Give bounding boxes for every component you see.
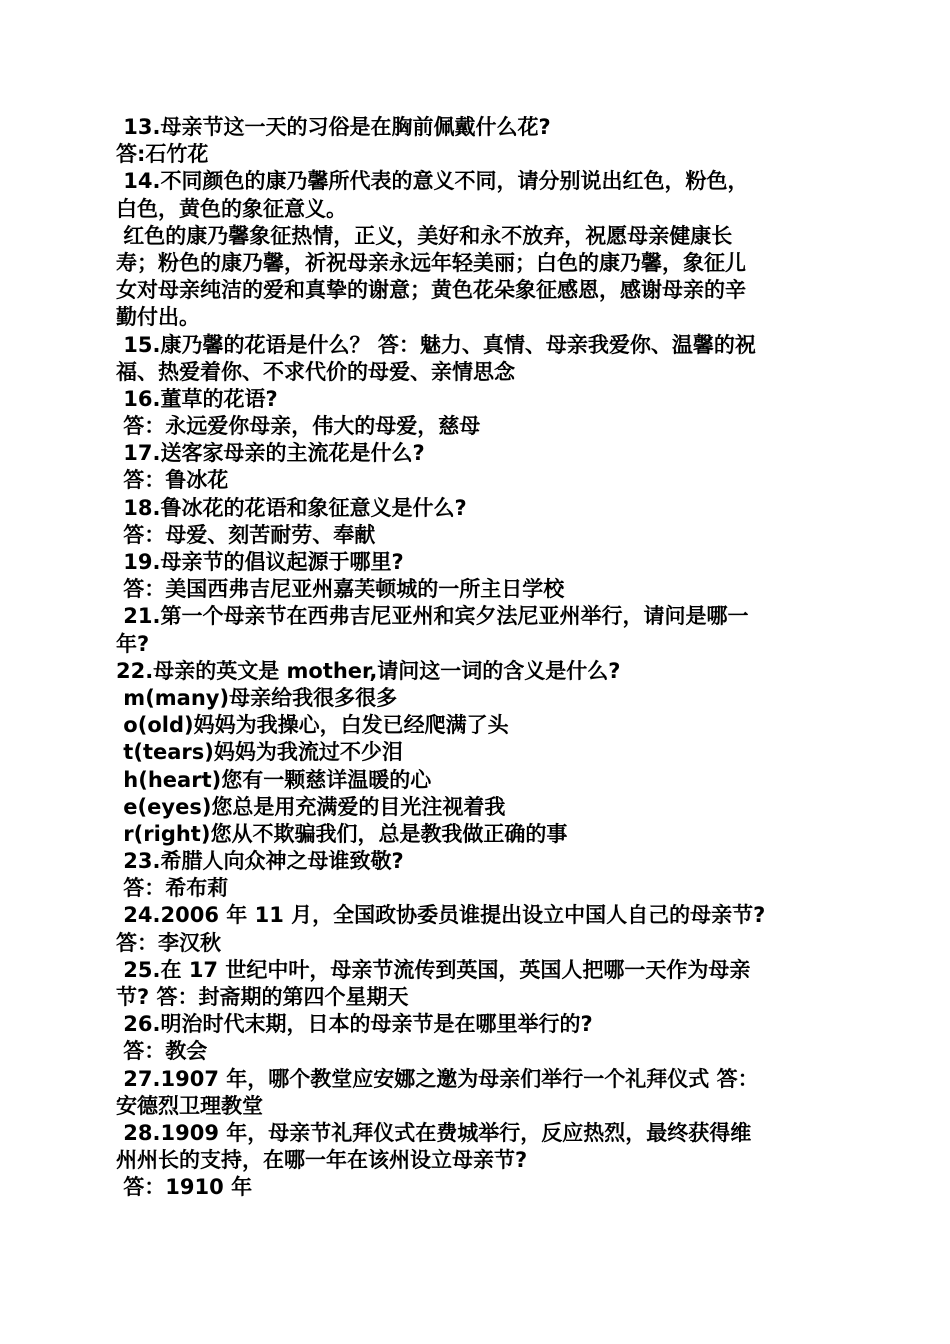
text-line: 25.在 17 世纪中叶，母亲节流传到英国，英国人把哪一天作为母亲 bbox=[116, 957, 751, 982]
text-line: h(heart)您有一颗慈详温暖的心 bbox=[116, 767, 432, 792]
text-line: 23.希腊人向众神之母谁致敬? bbox=[116, 849, 404, 874]
text-line: 答：永远爱你母亲，伟大的母爱，慈母 bbox=[116, 414, 481, 439]
text-line: 18.鲁冰花的花语和象征意义是什么? bbox=[116, 495, 467, 520]
text-line: 21.第一个母亲节在西弗吉尼亚州和宾夕法尼亚州举行，请问是哪一 bbox=[116, 604, 749, 629]
text-line: 节? 答：封斋期的第四个星期天 bbox=[116, 985, 409, 1009]
text-line: 女对母亲纯洁的爱和真挚的谢意；黄色花朵象征感恩，感谢母亲的辛 bbox=[116, 278, 746, 303]
text-line: 安德烈卫理教堂 bbox=[116, 1093, 263, 1118]
text-line: 答：李汉秋 bbox=[116, 930, 221, 955]
text-line: 答：教会 bbox=[116, 1039, 208, 1064]
text-line: 15.康乃馨的花语是什么？ 答：魅力、真情、母亲我爱你、温馨的祝 bbox=[116, 332, 756, 357]
text-line: 州州长的支持，在哪一年在该州设立母亲节? bbox=[116, 1148, 528, 1173]
text-line: o(old)妈妈为我操心，白发已经爬满了头 bbox=[116, 713, 509, 738]
text-line: 24.2006 年 11 月，全国政协委员谁提出设立中国人自己的母亲节? bbox=[116, 903, 766, 928]
text-line: 勤付出。 bbox=[116, 305, 200, 330]
text-line: 福、热爱着你、不求代价的母爱、亲情思念 bbox=[116, 359, 515, 384]
text-line: 答：母爱、刻苦耐劳、奉献 bbox=[116, 522, 376, 547]
text-line: t(tears)妈妈为我流过不少泪 bbox=[116, 740, 403, 765]
text-line: r(right)您从不欺骗我们，总是教我做正确的事 bbox=[116, 821, 568, 846]
text-line: 22.母亲的英文是 mother,请问这一词的含义是什么? bbox=[116, 658, 621, 683]
text-line: m(many)母亲给我很多很多 bbox=[116, 685, 398, 710]
text-line: 28.1909 年，母亲节礼拜仪式在费城举行，反应热烈，最终获得维 bbox=[116, 1120, 752, 1145]
text-line: 答：1910 年 bbox=[116, 1175, 253, 1200]
text-line: 答：美国西弗吉尼亚州嘉芙顿城的一所主日学校 bbox=[116, 577, 565, 602]
text-line: 年? bbox=[116, 631, 150, 656]
text-line: 14.不同颜色的康乃馨所代表的意义不同，请分别说出红色，粉色， bbox=[116, 169, 749, 194]
text-line: 17.送客家母亲的主流花是什么? bbox=[116, 441, 425, 466]
document-body bbox=[116, 114, 836, 1202]
text-line: 13.母亲节这一天的习俗是在胸前佩戴什么花? bbox=[116, 115, 551, 139]
text-line: 答：鲁冰花 bbox=[116, 468, 229, 493]
text-line: 红色的康乃馨象征热情，正义，美好和永不放弃，祝愿母亲健康长 bbox=[116, 223, 733, 248]
text-line: 16.董草的花语? bbox=[116, 386, 278, 411]
text-line: 27.1907 年，哪个教堂应安娜之邀为母亲们举行一个礼拜仪式 答： bbox=[116, 1066, 759, 1091]
text-line: 寿；粉色的康乃馨，祈祝母亲永远年轻美丽；白色的康乃馨，象征儿 bbox=[116, 250, 746, 275]
text-line: e(eyes)您总是用充满爱的目光注视着我 bbox=[116, 794, 506, 819]
text-line: 26.明治时代末期，日本的母亲节是在哪里举行的? bbox=[116, 1012, 593, 1037]
text-line: 19.母亲节的倡议起源于哪里? bbox=[116, 550, 404, 574]
text-line: 答：希布莉 bbox=[116, 876, 229, 901]
text-line: 答:石竹花 bbox=[116, 142, 209, 167]
text-line: 白色，黄色的象征意义。 bbox=[116, 196, 347, 221]
